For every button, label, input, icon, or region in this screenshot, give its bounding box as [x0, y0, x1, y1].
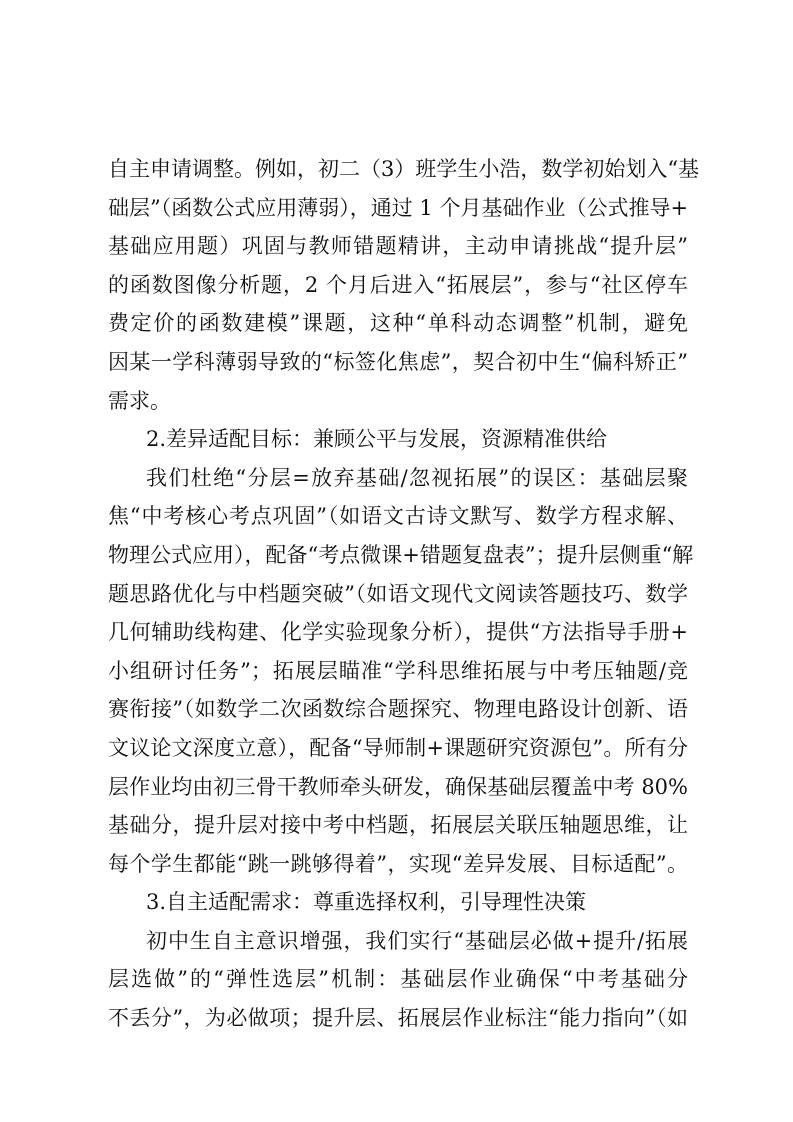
text-line: 题思路优化与中档题突破”（如语文现代文阅读答题技巧、数学	[108, 581, 688, 606]
text-line: 小组研讨任务”；拓展层瞄准“学科思维拓展与中考压轴题/竞	[108, 658, 688, 683]
text-line: 层选做”的“弹性选层”机制：基础层作业确保“中考基础分	[108, 967, 688, 992]
text-line: 文议论文深度立意），配备“导师制+课题研究资源包”。所有分	[108, 735, 688, 760]
text-line: 几何辅助线构建、化学实验现象分析），提供“方法指导手册+	[108, 620, 688, 645]
section-heading-3	[108, 883, 688, 922]
text-line: 不丢分”，为必做项；提升层、拓展层作业标注“能力指向”（如	[108, 1006, 688, 1031]
section-heading-2	[108, 420, 688, 459]
paragraph-2	[108, 459, 694, 884]
text-line: 自主申请调整。例如，初二（3）班学生小浩，数学初始划入“基	[108, 157, 700, 181]
text-line: 我们杜绝“分层=放弃基础/忽视拓展”的误区：基础层聚	[146, 465, 688, 490]
text-line: 赛衔接”（如数学二次函数综合题探究、物理电路设计创新、语	[108, 697, 688, 722]
text-line: 每个学生都能“跳一跳够得着”，实现“差异发展、目标适配”。	[108, 851, 688, 876]
text-line: 物理公式应用），配备“考点微课+错题复盘表”；提升层侧重“解	[108, 542, 694, 567]
document-page	[108, 150, 700, 1038]
heading-text: 2.差异适配目标：兼顾公平与发展，资源精准供给	[146, 427, 608, 452]
text-line: 需求。	[108, 388, 171, 413]
text-line: 初中生自主意识增强，我们实行“基础层必做+提升/拓展	[146, 928, 688, 953]
text-line: 础层”（函数公式应用薄弱），通过 1 个月基础作业（公式推导+	[108, 195, 689, 220]
heading-text: 3.自主适配需求：尊重选择权利，引导理性决策	[146, 890, 587, 915]
paragraph-3	[108, 922, 688, 1038]
text-line: 的函数图像分析题，2 个月后进入“拓展层”，参与“社区停车	[108, 272, 688, 297]
paragraph-1	[108, 150, 700, 420]
text-line: 因某一学科薄弱导致的“标签化焦虑”，契合初中生“偏科矫正”	[108, 349, 688, 374]
text-line: 基础分，提升层对接中考中档题，拓展层关联压轴题思维，让	[108, 813, 688, 838]
text-line: 基础应用题）巩固与教师错题精讲，主动申请挑战“提升层”	[108, 234, 688, 259]
text-line: 费定价的函数建模”课题，这种“单科动态调整”机制，避免	[108, 311, 688, 336]
text-line: 层作业均由初三骨干教师牵头研发，确保基础层覆盖中考 80%	[108, 774, 688, 799]
text-line: 焦“中考核心考点巩固”（如语文古诗文默写、数学方程求解、	[108, 504, 688, 529]
